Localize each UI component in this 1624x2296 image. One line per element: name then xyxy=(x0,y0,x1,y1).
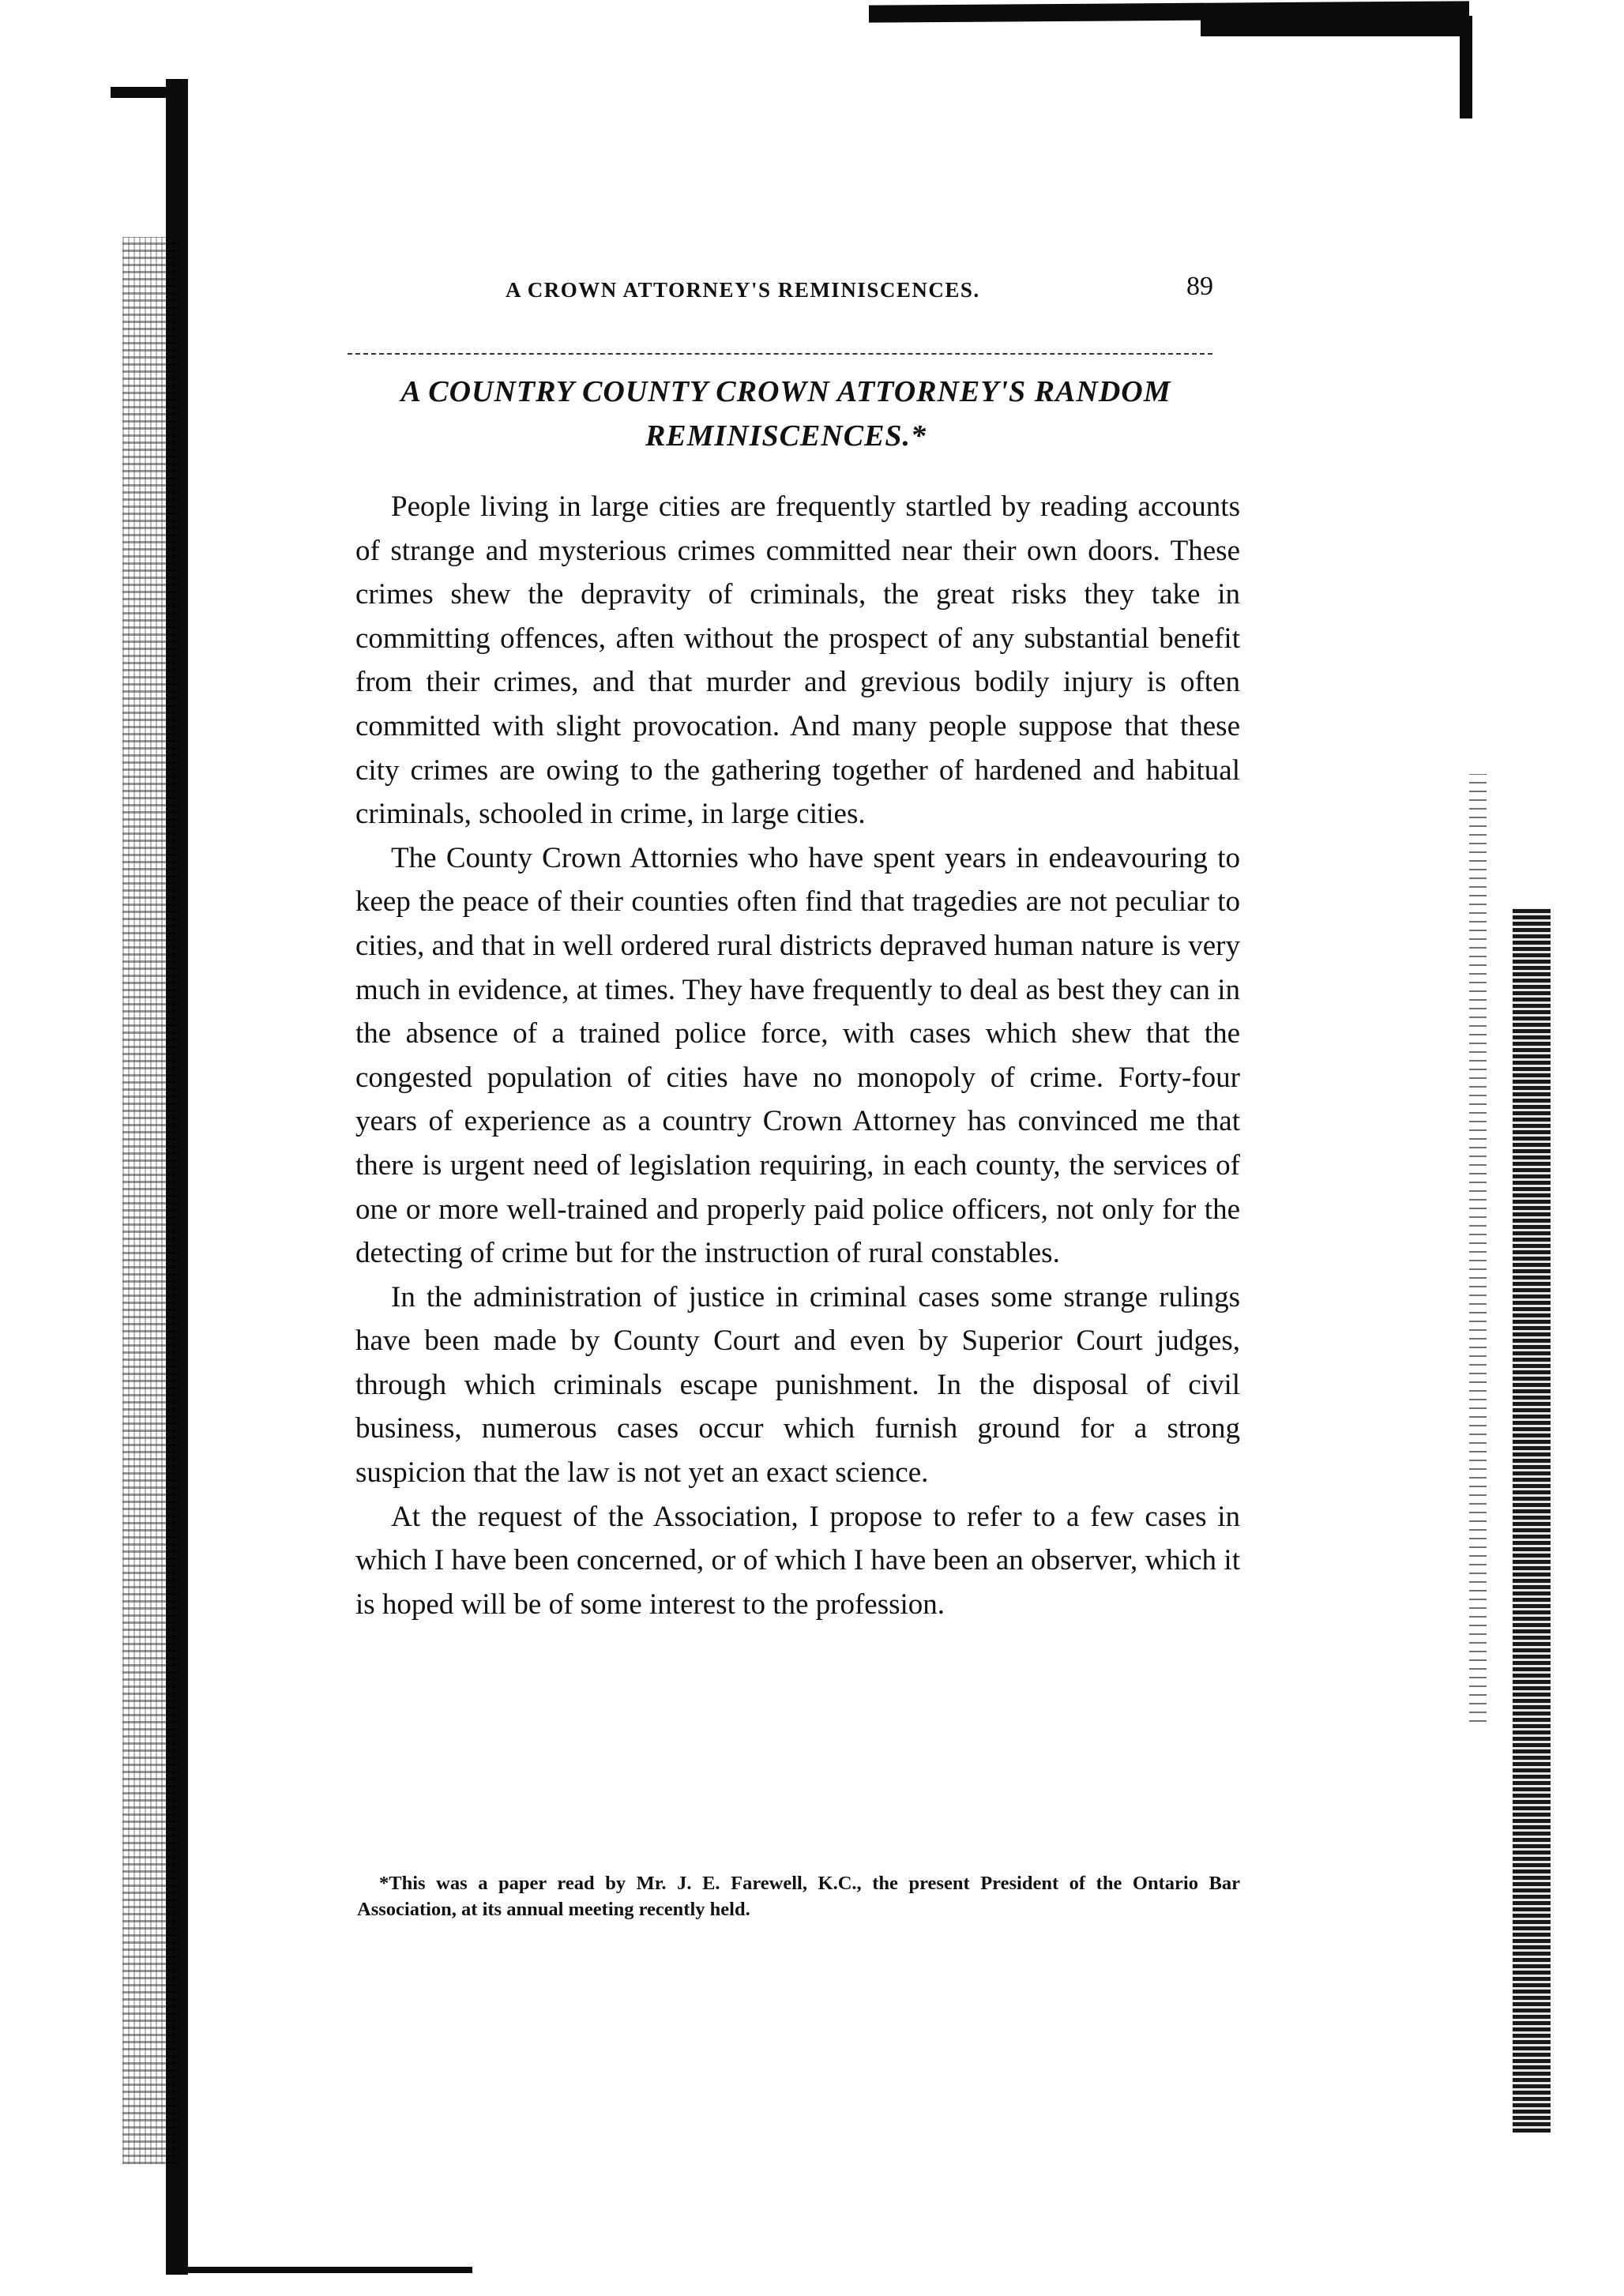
scan-noise-artifact xyxy=(1513,908,1551,2133)
paragraph: The County Crown Attornies who have spent years in endeavouring to keep the peace of their counties often find that tragedies are not peculiar to cities, and that in well ordered rural districts depraved human nature is very much in evidence, at times. They have frequently to deal as best they can in the absence of a trained police force, with cases which shew that the congested population of cities have no monopoly of crime. Forty-four years of experience as a country Crown Attorney has convinced me that there is urgent need of legislation requiring, in each county, the services of one or more well-trained and properly paid police officers, not only for the detecting of crime but for the instruction of rural constables. xyxy=(355,841,1240,1270)
paragraph: At the request of the Association, I propose to refer to a few cases in which I have been concerned, or of which I have been an observer, which it is hoped will be of some interest to the profession. xyxy=(355,1500,1240,1621)
scan-border-artifact xyxy=(188,2267,472,2273)
article-title: A COUNTRY COUNTY CROWN ATTORNEY'S RANDOM REMINISCENCES.* xyxy=(400,375,1171,453)
scan-border-artifact xyxy=(1201,14,1469,36)
page-number: 89 xyxy=(1186,272,1213,301)
paragraph: In the administration of justice in criminal cases some strange rulings have been made by County Court and even by Superior Court judges, through which criminals escape punishment. In the disposal of civil business, numerous cases occur which furnish ground for a strong suspicion that the law is not yet an exact science. xyxy=(355,1280,1240,1490)
scan-noise-artifact xyxy=(1469,774,1487,1722)
article-body xyxy=(355,485,1240,1626)
paragraph: People living in large cities are frequently startled by reading accounts of strange and mysterious crimes committed near their own doors. These crimes shew the depravity of criminals, the great risks they take in committing offences, aften without the prospect of any substantial benefit from their crimes, and that murder and grevious bodily injury is often committed with slight provocation. And many people suppose that these city crimes are owing to the gathering together of hardened and habitual criminals, schooled in crime, in large cities. xyxy=(355,490,1240,831)
header-divider xyxy=(348,353,1212,355)
scan-border-artifact xyxy=(1460,16,1472,118)
footnote: *This was a paper read by Mr. J. E. Farewell, K.C., the present President of the Ontario Bar Association, at its annual meeting recently held. xyxy=(357,1873,1240,1920)
running-head: A CROWN ATTORNEY'S REMINISCENCES. xyxy=(506,278,980,302)
scan-noise-artifact xyxy=(122,237,179,2164)
